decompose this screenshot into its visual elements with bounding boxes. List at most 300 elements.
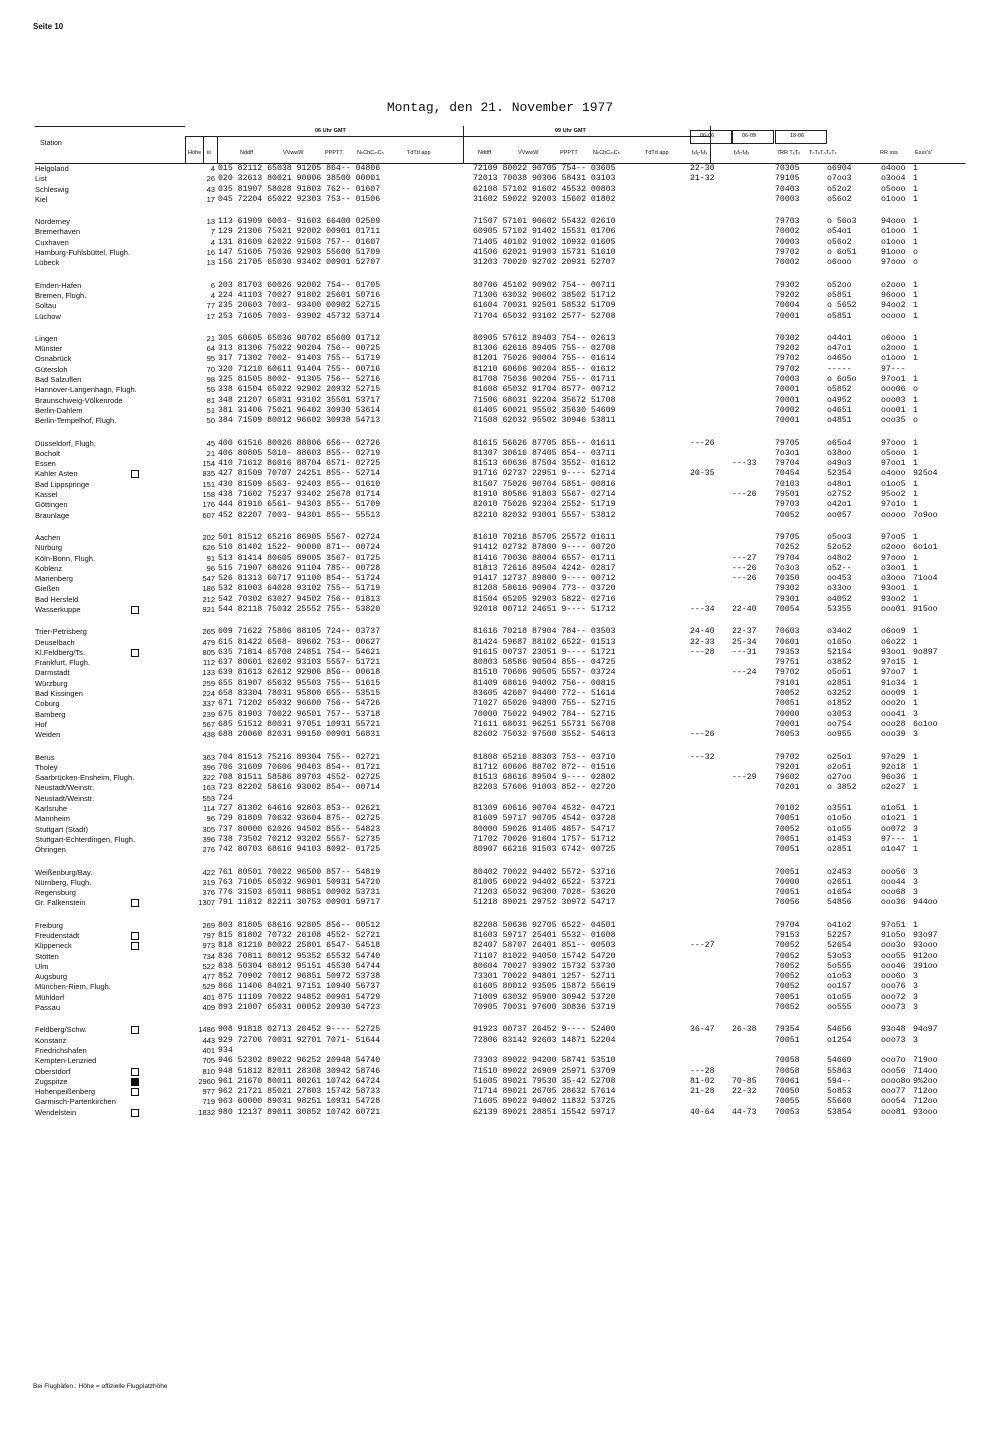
extra-tmin: o41o2 (827, 920, 852, 930)
extra-rr: o6ooo (881, 333, 906, 343)
extra-18-06: 79702 (775, 354, 800, 364)
extra-18-06: 70056 (775, 898, 800, 908)
extra-tmin: o56o2 (827, 237, 852, 247)
obs-09-gmt: 80706 45102 90902 754-- 00711 (473, 280, 616, 290)
extra-tmin: 55863 (827, 1066, 852, 1076)
station-height: 6 (210, 280, 215, 290)
station-name: Cuxhaven (35, 237, 69, 247)
extra-tmin: o4952 (827, 395, 852, 405)
table-row (35, 668, 965, 678)
extra-rr: o5ooo (881, 184, 906, 194)
station-name: Trier-Petrisberg (35, 627, 87, 637)
extra-tmin: o165o (827, 637, 852, 647)
station-height: 16 (206, 248, 215, 258)
obs-09-gmt: 82203 57606 91003 852-- 02720 (473, 783, 616, 793)
obs-09-gmt: 71009 63032 95900 30942 53720 (473, 992, 616, 1002)
extra-esss: 719oo (913, 1056, 938, 1066)
table-row (35, 794, 965, 804)
obs-06-gmt: 510 81402 1522- 90000 871-- 00724 (218, 543, 381, 553)
extra-tmin: o4851 (827, 416, 852, 426)
obs-09-gmt: 82010 75026 92304 2552- 51719 (473, 500, 616, 510)
table-header (35, 126, 965, 164)
obs-09-gmt: 91412 02732 87800 9---- 00720 (473, 543, 616, 553)
extra-rr: 91ooo (881, 248, 906, 258)
table-row (35, 941, 965, 951)
mountain-station-marker (131, 1078, 139, 1086)
obs-06-gmt: 438 71602 75237 93402 25678 01714 (218, 490, 381, 500)
obs-06-gmt: 815 81802 70732 26108 4552- 52721 (218, 931, 381, 940)
extra-06-09: ---29 (732, 773, 757, 783)
obs-09-gmt: 72109 80022 90705 754-- 03605 (473, 164, 616, 173)
obs-06-gmt: 035 81907 58028 91803 762-- 01607 (218, 184, 381, 194)
extra-tmin: o1o5o (827, 814, 852, 824)
table-row (35, 888, 965, 898)
station-height: 45 (206, 438, 215, 448)
obs-06-gmt: 348 21207 65031 93102 35501 53717 (218, 395, 381, 405)
station-name: Weiden (35, 730, 61, 740)
extra-esss: o (913, 416, 918, 426)
obs-09-gmt: 82208 50636 92705 6522- 04501 (473, 920, 616, 930)
station-name: Freiburg (35, 920, 63, 930)
b1-col: VVwwW (283, 150, 304, 156)
header-block1-title: 06 Uhr GMT (315, 128, 346, 134)
extra-esss: 1 (913, 594, 918, 604)
station-name: Weißenburg/Bay. (35, 867, 93, 877)
station-name: Kassel (35, 490, 58, 500)
extra-esss: 9o897 (913, 647, 938, 657)
extra-rr: ooo35 (881, 416, 906, 426)
obs-06-gmt: 609 71622 75806 88105 724-- 03737 (218, 627, 381, 637)
ext-sub: RR sss (880, 150, 898, 156)
obs-06-gmt: 852 70902 70012 96851 50972 53738 (218, 972, 381, 982)
station-name: Wendelstein (35, 1107, 77, 1117)
obs-06-gmt: 544 82118 75032 25552 755-- 53820 (218, 604, 381, 614)
extra-tmin: o 56o3 (827, 217, 857, 227)
obs-06-gmt: 253 71605 7003- 93902 45732 53714 (218, 311, 381, 321)
extra-18-06: 79105 (775, 174, 800, 184)
station-height: 239 (202, 709, 215, 719)
extra-tmin: o 5652 (827, 301, 857, 311)
extra-18-06: 70058 (775, 1066, 800, 1076)
extra-rr: 97o29 (881, 752, 906, 762)
b1-col: Nddff (240, 150, 254, 156)
station-name: Nürburg (35, 543, 63, 553)
station-name: Mühldorf (35, 992, 65, 1002)
obs-06-gmt: 929 72706 70031 92701 7071- 51644 (218, 1035, 381, 1045)
extra-00-06: 22-33 (690, 637, 715, 647)
extra-00-06: 21-28 (690, 1087, 715, 1097)
table-row (35, 1056, 965, 1066)
obs-06-gmt: 542 70302 63027 94502 756-- 01813 (218, 594, 381, 604)
extra-06-09: 26-38 (732, 1025, 757, 1035)
station-name: Hamburg-Fuhlsbüttel, Flugh. (35, 248, 131, 258)
extra-esss: 1 (913, 563, 918, 573)
extra-esss: 1 (913, 333, 918, 343)
obs-06-gmt: 317 71302 7002- 91403 755-- 51719 (218, 354, 381, 364)
extra-rr: 96ooo (881, 290, 906, 300)
extra-18-06: 70054 (775, 604, 800, 614)
extra-rr: ooo36 (881, 898, 906, 908)
extra-rr: ooo54 (881, 1097, 906, 1107)
obs-06-gmt: 893 21007 65031 00052 20930 54723 (218, 1003, 381, 1013)
extra-esss: 3 (913, 824, 918, 834)
station-height: 396 (202, 762, 215, 772)
table-row (35, 217, 965, 227)
station-group (35, 164, 965, 205)
station-height: 212 (202, 594, 215, 604)
extra-18-06: 70051 (775, 845, 800, 855)
obs-06-gmt: 934 (218, 1045, 233, 1055)
table-row (35, 993, 965, 1003)
obs-09-gmt: 91417 12737 89800 9---- 00712 (473, 574, 616, 584)
extra-esss: 1 (913, 227, 918, 237)
extra-esss: 1 (913, 395, 918, 405)
extra-18-06: 79354 (775, 1025, 800, 1035)
extra-tmin: o56o2 (827, 194, 852, 204)
extra-18-06: 79302 (775, 280, 800, 290)
obs-09-gmt: 82407 58707 26401 851-- 00503 (473, 941, 616, 951)
obs-06-gmt: 637 80601 62602 93103 5557- 51721 (218, 658, 381, 668)
extra-18-06: 70053 (775, 730, 800, 740)
extra-18-06: 70051 (775, 834, 800, 844)
extra-18-06: 79301 (775, 594, 800, 604)
extra-18-06: 70454 (775, 469, 800, 479)
extra-tmin: o33oo (827, 584, 852, 594)
station-height: 50 (206, 416, 215, 426)
extra-tmin: o5852 (827, 385, 852, 395)
extra-tmin: o5851 (827, 311, 852, 321)
table-row (35, 1087, 965, 1097)
extra-esss: 3 (913, 709, 918, 719)
extra-rr: ooo39 (881, 730, 906, 740)
header-block2-title: 09 Uhr GMT (555, 128, 586, 134)
extra-esss: 1 (913, 301, 918, 311)
obs-06-gmt: 513 81414 80605 89005 3567- 01725 (218, 553, 381, 563)
station-name: Coburg (35, 699, 60, 709)
extra-rr: 97oo7 (881, 668, 906, 678)
station-height: 529 (202, 982, 215, 992)
obs-06-gmt: 313 81306 75022 90204 756-- 00725 (218, 344, 381, 354)
obs-09-gmt: 81510 70606 90505 5557- 03724 (473, 668, 616, 678)
extra-tmin: o52o2 (827, 184, 852, 194)
header-station: Station (40, 140, 62, 147)
obs-09-gmt: 81416 70036 88004 6557- 01711 (473, 553, 616, 563)
extra-tmin: 54856 (827, 898, 852, 908)
extra-18-06: 79703 (775, 217, 800, 227)
extra-18-06: 70051 (775, 867, 800, 877)
obs-06-gmt: 875 11109 70022 94852 00901 54729 (218, 992, 381, 1002)
obs-09-gmt: 81603 59717 25401 5532- 01608 (473, 931, 616, 940)
station-height: 265 (202, 627, 215, 637)
ext-sub: TₙTₙTₙTₙTₙ (809, 150, 837, 156)
extra-esss: 1 (913, 405, 918, 415)
obs-09-gmt: 81615 56626 87705 855-- 01611 (473, 438, 616, 448)
extra-esss: 1 (913, 217, 918, 227)
obs-06-gmt: 838 50304 68012 95151 45530 54744 (218, 961, 381, 971)
extra-esss: 3 (913, 877, 918, 887)
table-row (35, 814, 965, 824)
station-height: 112 (203, 658, 215, 668)
station-height: 973 (202, 941, 215, 951)
extra-tmin: 594-- (827, 1076, 852, 1086)
extra-tmin: oo555 (827, 1003, 852, 1013)
extra-rr: 91o5o (881, 931, 906, 940)
station-name: Zugspitze (35, 1076, 68, 1086)
obs-09-gmt: 71611 68031 96251 55731 56708 (473, 719, 616, 729)
extra-18-06: 70052 (775, 951, 800, 961)
date-title: Montag, den 21. November 1977 (386, 100, 614, 115)
extra-esss: 1 (913, 814, 918, 824)
obs-06-gmt: 235 20603 7003- 93400 00902 52715 (218, 301, 381, 311)
extra-esss: 1 (913, 699, 918, 709)
obs-06-gmt: 427 81509 70707 24251 855-- 52714 (218, 469, 381, 479)
obs-09-gmt: 80402 70022 94402 5572- 53716 (473, 867, 616, 877)
table-row (35, 898, 965, 908)
station-height: 797 (202, 931, 215, 940)
station-name: Karlsruhe (35, 804, 68, 814)
obs-06-gmt: 742 80703 68616 94103 8092- 01725 (218, 845, 381, 855)
extra-18-06: 70002 (775, 227, 800, 237)
table-row (35, 825, 965, 835)
obs-09-gmt: 71027 65026 94800 755-- 52715 (473, 699, 616, 709)
obs-06-gmt: 430 81509 6563- 92403 855-- 01610 (218, 479, 381, 489)
station-height: 91 (206, 553, 215, 563)
table-row (35, 1046, 965, 1056)
station-name: Bad Salzuflen (35, 375, 82, 385)
extra-06-09: ---33 (732, 459, 757, 469)
extra-esss: 1 (913, 532, 918, 542)
extra-esss: 1 (913, 174, 918, 184)
b2-col: VVwwW (518, 150, 539, 156)
station-height: 13 (206, 217, 215, 227)
extra-esss: 3 (913, 867, 918, 877)
extra-rr: o6o22 (881, 637, 906, 647)
extra-esss: 714oo (913, 1066, 938, 1076)
extra-rr: o1ooo (881, 194, 906, 204)
extra-18-06: 79202 (775, 344, 800, 354)
station-name: Emden-Hafen (35, 280, 82, 290)
extra-18-06: 70003 (775, 237, 800, 247)
extra-rr: 97o1o (881, 500, 906, 510)
extra-esss: o (913, 248, 918, 258)
obs-09-gmt: 81813 72616 89504 4242- 02817 (473, 563, 616, 573)
extra-esss: 93ooo (913, 941, 938, 951)
extra-esss: 1 (913, 290, 918, 300)
table-row (35, 396, 965, 406)
obs-09-gmt: 81513 68616 89504 9---- 02802 (473, 773, 616, 783)
obs-06-gmt: 836 70811 80012 95352 65532 54740 (218, 951, 381, 961)
extra-esss: 1 (913, 311, 918, 321)
station-height: 224 (202, 689, 215, 699)
extra-18-06: 70302 (775, 333, 800, 343)
extra-tmin: o2851 (827, 678, 852, 688)
extra-tmin: o3551 (827, 804, 852, 814)
extra-esss: 3 (913, 1035, 918, 1045)
table-row (35, 878, 965, 888)
station-name: Würzburg (35, 678, 68, 688)
extra-00-06: ---28 (690, 647, 715, 657)
table-row (35, 1108, 965, 1118)
extra-rr: ooooo (881, 311, 906, 321)
b1-col: NₕChCₘCₕ (357, 150, 384, 156)
obs-09-gmt: 81616 70218 87904 784-- 03503 (473, 627, 616, 637)
obs-09-gmt: 81910 80586 91803 5567- 02714 (473, 490, 616, 500)
obs-09-gmt: 81504 65205 92903 5822- 02716 (473, 594, 616, 604)
extra-18-06: 70052 (775, 941, 800, 951)
obs-06-gmt: 963 60000 89031 98251 10931 54728 (218, 1097, 381, 1107)
extra-tmin: 5o555 (827, 961, 852, 971)
obs-09-gmt: 80000 59026 91405 4857- 54717 (473, 824, 616, 834)
extra-rr: ooo2o (881, 699, 906, 709)
extra-esss: 1 (913, 762, 918, 772)
extra-06-09: ---26 (732, 574, 757, 584)
obs-06-gmt: 384 71509 80012 96602 30938 54713 (218, 416, 381, 426)
obs-09-gmt: 61604 70031 92501 58532 51709 (473, 301, 616, 311)
extra-18-06: 79302 (775, 584, 800, 594)
table-row (35, 962, 965, 972)
table-row (35, 783, 965, 793)
station-name: Bremerhaven (35, 227, 81, 237)
obs-09-gmt: 81608 65032 91704 8577- 00712 (473, 385, 616, 395)
extra-tmin: 54660 (827, 1056, 852, 1066)
extra-18-06: 70051 (775, 1035, 800, 1045)
extra-18-06: 70002 (775, 405, 800, 415)
extra-esss: 3 (913, 992, 918, 1002)
extra-06-09: 70-85 (732, 1076, 757, 1086)
obs-06-gmt: 961 21670 80011 80261 10742 64724 (218, 1076, 381, 1086)
station-height: 186 (202, 584, 215, 594)
station-group (35, 1025, 965, 1118)
obs-06-gmt: 639 81613 62612 92906 856-- 00618 (218, 668, 381, 678)
station-height: 7 (210, 227, 215, 237)
obs-09-gmt: 81507 75026 90704 5851- 00816 (473, 479, 616, 489)
extra-18-06: 70000 (775, 709, 800, 719)
obs-09-gmt: 81309 60616 90704 4532- 04721 (473, 804, 616, 814)
obs-06-gmt: 406 80805 5010- 88603 855-- 02719 (218, 448, 381, 458)
station-height: 21 (206, 333, 215, 343)
station-name: Bad Kissingen (35, 689, 83, 699)
obs-09-gmt: 92018 00712 24651 9---- 51712 (473, 604, 616, 614)
obs-09-gmt: 51605 89021 79530 35-42 52708 (473, 1076, 616, 1086)
station-name: Osnabrück (35, 354, 72, 364)
obs-09-gmt: 82210 82032 93001 5557- 53812 (473, 510, 616, 520)
extra-00-06: 81-02 (690, 1076, 715, 1086)
station-name: Saarbrücken-Ensheim, Flugh. (35, 773, 135, 783)
extra-00-06: ---32 (690, 752, 715, 762)
obs-09-gmt: 83605 42607 94400 772-- 51614 (473, 689, 616, 699)
extra-esss: 7o9oo (913, 510, 938, 520)
obs-09-gmt: 70905 70031 97600 30836 53719 (473, 1003, 616, 1013)
extra-rr: ooo03 (881, 395, 906, 405)
obs-06-gmt: 655 81907 65632 95503 755-- 51615 (218, 678, 381, 688)
extra-rr: ooo41 (881, 709, 906, 719)
table-row (35, 1097, 965, 1107)
obs-06-gmt: 532 81003 64028 93102 755-- 51719 (218, 584, 381, 594)
station-height: 1486 (198, 1025, 215, 1035)
station-name: Hannover-Langenhagn, Flugh. (35, 385, 137, 395)
extra-00-06: 20-35 (690, 469, 715, 479)
extra-esss: 93ooo (913, 1107, 938, 1117)
obs-06-gmt: 156 21705 65030 93402 00901 52707 (218, 258, 381, 268)
extra-06-09: ---27 (732, 553, 757, 563)
extra-esss: 1 (913, 773, 918, 783)
obs-06-gmt: 305 60605 65036 90702 65600 01712 (218, 333, 381, 343)
extra-18-06: 79705 (775, 438, 800, 448)
obs-09-gmt: 71704 65032 93102 2577- 52708 (473, 311, 616, 321)
station-height: 13 (206, 258, 215, 268)
extra-esss: 1 (913, 354, 918, 364)
obs-06-gmt: 671 71202 65032 96600 756-- 54726 (218, 699, 381, 709)
table-row (35, 344, 965, 354)
table-row (35, 354, 965, 364)
extra-18-06: 70051 (775, 814, 800, 824)
station-name: Konstanz (35, 1035, 67, 1045)
table-row (35, 689, 965, 699)
station-group (35, 627, 965, 740)
station-name: Lüchow (35, 311, 61, 321)
extra-18-06: 79153 (775, 931, 800, 940)
table-row (35, 835, 965, 845)
obs-09-gmt: 61605 80012 93505 15872 55619 (473, 982, 616, 992)
station-group (35, 533, 965, 615)
extra-tmin: o3852 (827, 658, 852, 668)
obs-09-gmt: 91615 00737 23051 9---- 51721 (473, 647, 616, 657)
extra-18-06: 70001 (775, 719, 800, 729)
station-name: Kiel (35, 194, 48, 204)
ext-col: 18-06 (790, 133, 805, 139)
station-name: Düsseldorf, Flugh. (35, 438, 96, 448)
obs-06-gmt: 688 20060 82031 99150 00901 56831 (218, 730, 381, 740)
station-name: Bad Hersfeld (35, 594, 79, 604)
station-name: Ulm (35, 961, 49, 971)
table-row (35, 291, 965, 301)
extra-esss: 1 (913, 845, 918, 855)
station-name: Marienberg (35, 574, 73, 584)
obs-06-gmt: 962 21721 85021 27803 15742 58733 (218, 1087, 381, 1097)
station-height: 401 (202, 1045, 215, 1055)
station-name: München-Riem, Flugh. (35, 982, 111, 992)
extra-tmin: o2752 (827, 490, 852, 500)
extra-tmin: o2851 (827, 845, 852, 855)
table-row (35, 627, 965, 637)
obs-06-gmt: 129 21306 75021 92002 00901 01711 (218, 227, 381, 237)
extra-esss: 1 (913, 500, 918, 510)
extra-esss: 1 (913, 237, 918, 247)
extra-tmin: 54656 (827, 1025, 852, 1035)
obs-06-gmt: 400 61516 80026 88806 656-- 02726 (218, 438, 381, 448)
table-row (35, 365, 965, 375)
extra-rr: ooo73 (881, 1035, 906, 1045)
extra-rr: 94oo2 (881, 301, 906, 311)
extra-tmin: o2651 (827, 877, 852, 887)
station-name: Frankfurt, Flugh. (35, 658, 91, 668)
obs-06-gmt: 723 82202 58616 93002 854-- 00714 (218, 783, 381, 793)
obs-06-gmt: 803 81805 68616 92805 856-- 00512 (218, 920, 381, 930)
obs-06-gmt: 729 81809 70632 93604 875-- 02725 (218, 814, 381, 824)
table-row (35, 164, 965, 174)
station-height: 705 (202, 1056, 215, 1066)
obs-06-gmt: 501 81512 65216 86905 5567- 02724 (218, 532, 381, 542)
station-height: 363 (202, 752, 215, 762)
extra-rr: o6oo9 (881, 627, 906, 637)
table-row (35, 982, 965, 992)
station-name: Braunlage (35, 510, 70, 520)
extra-18-06: 70052 (775, 510, 800, 520)
obs-09-gmt: 81513 60636 87504 3552- 01612 (473, 459, 616, 469)
extra-esss: 1 (913, 834, 918, 844)
extra-rr: oooo8o (881, 1076, 911, 1086)
table-row (35, 500, 965, 510)
